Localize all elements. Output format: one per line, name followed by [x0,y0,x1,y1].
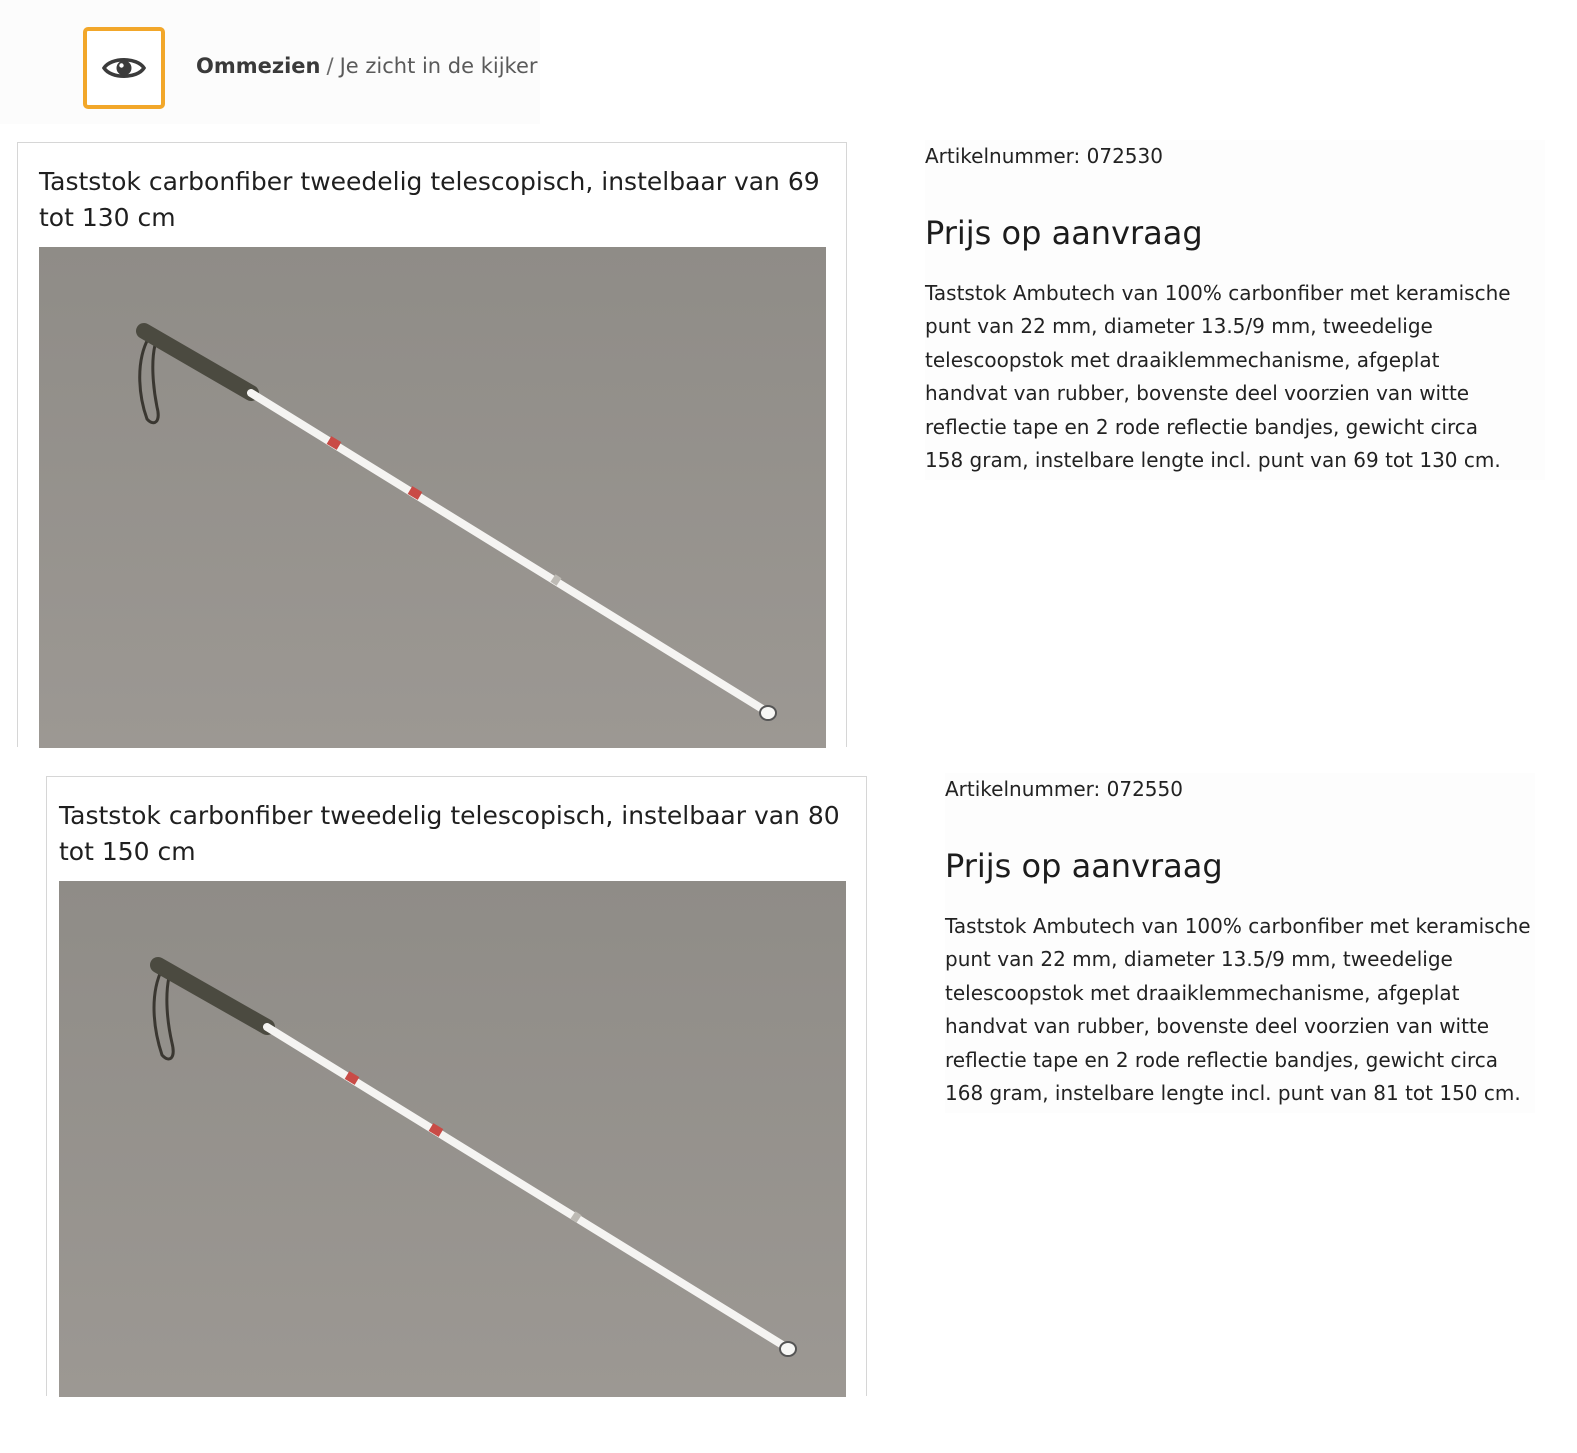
product-card-2 [46,776,867,1396]
price-label: Prijs op aanvraag [945,847,1223,885]
brand-separator: / [326,54,334,78]
brand-tagline: Je zicht in de kijker [339,54,538,78]
product-description: Taststok Ambutech van 100% carbonfiber met keramische punt van 22 mm, diameter 13.5/9 mm, tweedelige telescoopstok met draaiklemmechanisme, afgeplat handvat van rubber, bovenste deel voorzien van witte reflectie tape en 2 rode reflectie bandjes, gewicht circa 158 gram, instelbare lengte incl. punt van 69 tot 130 cm. [925,281,1511,473]
price-label: Prijs op aanvraag [925,214,1203,252]
site-header [0,0,540,124]
product-info-1 [925,140,1545,480]
product-description: Taststok Ambutech van 100% carbonfiber met keramische punt van 22 mm, diameter 13.5/9 mm, tweedelige telescoopstok met draaiklemmechanisme, afgeplat handvat van rubber, bovenste deel voorzien van witte reflectie tape en 2 rode reflectie bandjes, gewicht circa 168 gram, instelbare lengte incl. punt van 81 tot 150 cm. [945,914,1531,1106]
product-title[interactable]: Taststok carbonfiber tweedelig telescopisch, instelbaar van 80 tot 150 cm [59,801,840,866]
cane-photo [59,881,846,1397]
product-image[interactable] [39,247,826,748]
brand-breadcrumb [196,54,538,78]
product-card-1 [17,142,847,747]
article-number: Artikelnummer: 072550 [945,777,1183,801]
product-info-2 [945,773,1535,1113]
product-title[interactable]: Taststok carbonfiber tweedelig telescopisch, instelbaar van 69 tot 130 cm [39,167,820,232]
site-logo[interactable] [83,27,165,109]
brand-name[interactable]: Ommezien [196,54,321,78]
article-number: Artikelnummer: 072530 [925,144,1163,168]
eye-icon [102,53,146,83]
cane-photo [39,247,826,748]
product-image[interactable] [59,881,846,1397]
